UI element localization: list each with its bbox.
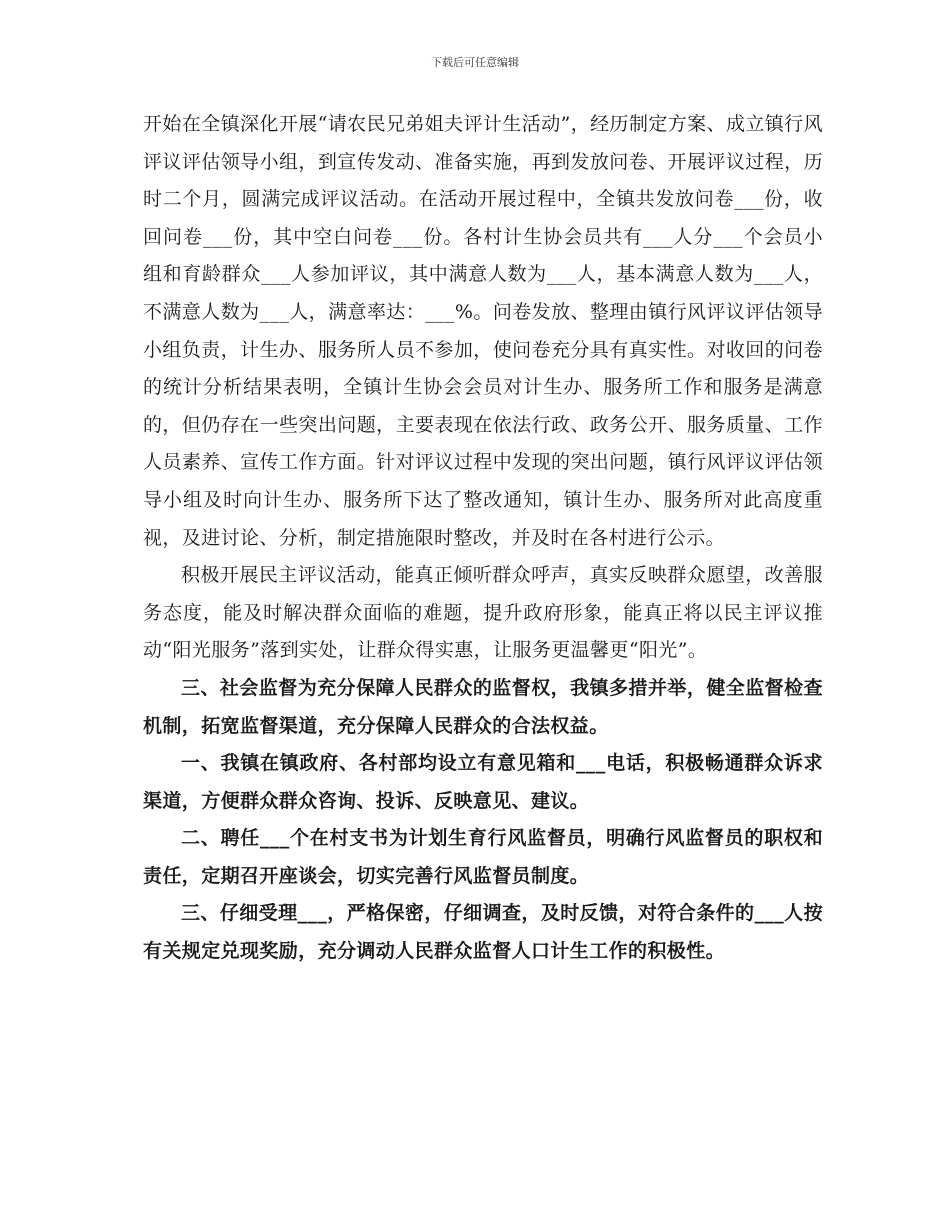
paragraph-2: 积极开展民主评议活动，能真正倾听群众呼声，真实反映群众愿望，改善服务态度，能及时解决群众面临的难题，提升政府形象，能真正将以民主评议推动“阳光服务”落到实处，让群众得实惠，让服务更温馨更“阳光”。 — [143, 564, 823, 662]
item-3: 三、仔细受理___，严格保密，仔细调查，及时反馈，对符合条件的___人按有关规定兑现奖励，充分调动人民群众监督人口计生工作的积极性。 — [143, 902, 823, 963]
document-body — [143, 106, 823, 971]
paragraph-1: 开始在全镇深化开展“请农民兄弟姐夫评计生活动”，经历制定方案、成立镇行风评议评估领导小组，到宣传发动、准备实施，再到发放问卷、开展评议过程，历时二个月，圆满完成评议活动。在活动开展过程中，全镇共发放问卷___份，收回问卷___份，其中空白问卷___份。各村计生协会员共有___人分___个会员小组和育龄群众___人参加评议，其中满意人数为___人，基本满意人数为___人，不满意人数为___人，满意率达：___%。问卷发放、整理由镇行风评议评估领导小组负责，计生办、服务所人员不参加，使问卷充分具有真实性。对收回的问卷的统计分析结果表明，全镇计生协会会员对计生办、服务所工作和服务是满意的，但仍存在一些突出问题，主要表现在依法行政、政务公开、服务质量、工作人员素养、宣传工作方面。针对评议过程中发现的突出问题，镇行风评议评估领导小组及时向计生办、服务所下达了整改通知，镇计生办、服务所对此高度重视，及进讨论、分析，制定措施限时整改，并及时在各村进行公示。 — [143, 113, 823, 549]
item-2: 二、聘任___个在村支书为计划生育行风监督员，明确行风监督员的职权和责任，定期召开座谈会，切实完善行风监督员制度。 — [143, 827, 823, 887]
page-header: 下载后可任意编辑 — [431, 56, 519, 69]
item-1: 一、我镇在镇政府、各村部均设立有意见箱和___电话，积极畅通群众诉求渠道，方便群众群众咨询、投诉、反映意见、建议。 — [143, 752, 823, 812]
section-heading-3: 三、社会监督为充分保障人民群众的监督权，我镇多措并举，健全监督检查机制，拓宽监督渠道，充分保障人民群众的合法权益。 — [143, 676, 823, 737]
